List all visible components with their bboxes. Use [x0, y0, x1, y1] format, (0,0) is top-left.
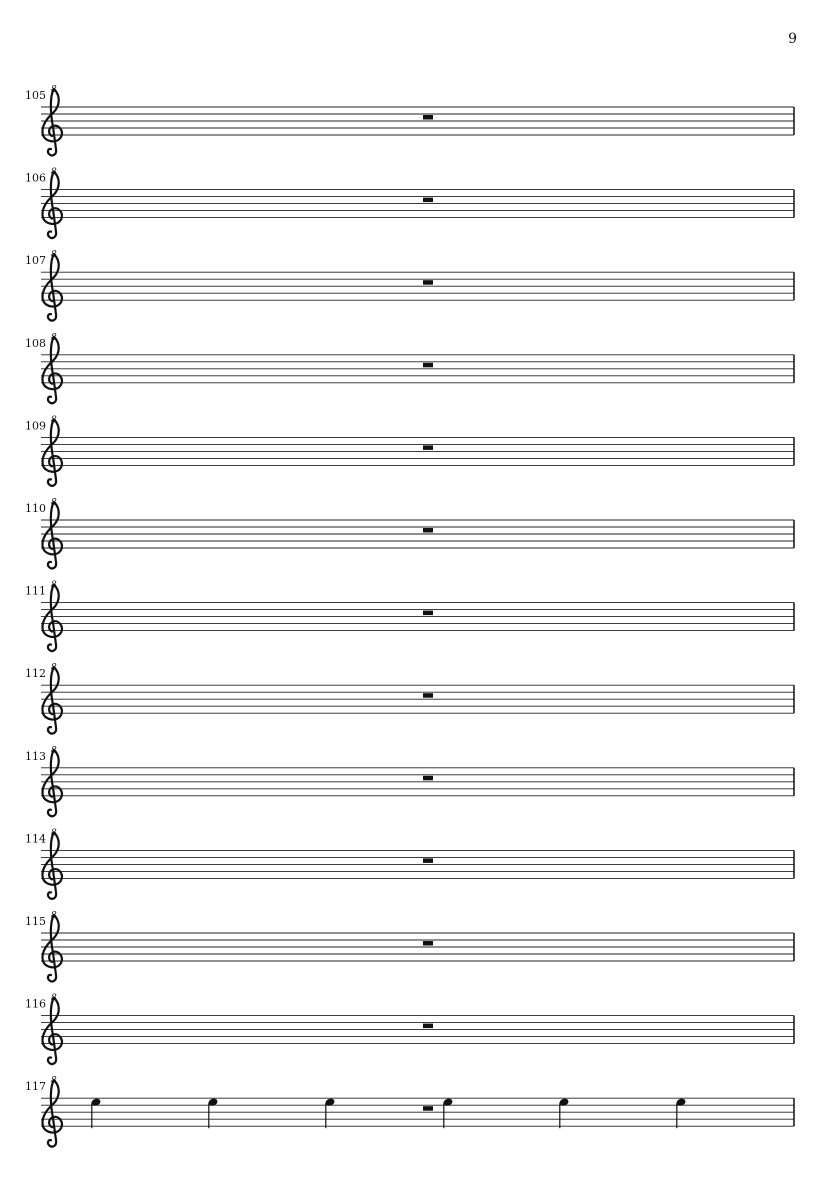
staff-system — [25, 250, 794, 320]
measure-number: 113 — [25, 749, 46, 763]
whole-rest — [423, 1024, 433, 1029]
staff-system — [25, 415, 794, 485]
measure-number: 106 — [25, 171, 46, 185]
measure-number: 110 — [25, 502, 46, 515]
ottava-mark: 8 — [51, 1076, 57, 1087]
measure-number: 111 — [25, 584, 46, 598]
ottava-mark: 8 — [51, 911, 57, 921]
whole-rest — [423, 858, 433, 863]
whole-rest — [423, 198, 433, 203]
ottava-mark: 8 — [51, 663, 57, 674]
ottava-mark: 8 — [51, 498, 57, 508]
staff-system — [25, 333, 794, 403]
ottava-mark: 8 — [51, 85, 57, 95]
whole-rest — [423, 611, 433, 616]
measure-number: 117 — [25, 1080, 46, 1094]
staff-system — [25, 746, 794, 816]
staff-system — [25, 168, 794, 238]
staff-system — [25, 828, 794, 898]
staff-system — [25, 663, 794, 733]
ottava-mark: 8 — [51, 580, 57, 591]
measure-number: 112 — [25, 667, 46, 681]
staff-system — [25, 85, 794, 155]
staff-system — [25, 498, 794, 568]
whole-rest — [423, 115, 433, 120]
ottava-mark: 8 — [51, 415, 57, 426]
measure-number: 116 — [25, 997, 46, 1011]
whole-rest — [423, 280, 433, 285]
ottava-mark: 8 — [51, 828, 57, 839]
whole-rest — [423, 776, 433, 781]
staff-system — [25, 1076, 794, 1146]
page-number: 9 — [788, 31, 797, 47]
measure-number: 114 — [25, 832, 46, 846]
measure-number: 105 — [25, 89, 46, 102]
ottava-mark: 8 — [51, 167, 57, 178]
whole-rest — [423, 363, 433, 368]
whole-rest — [423, 693, 433, 698]
measure-number: 109 — [25, 419, 46, 433]
measure-number: 115 — [25, 915, 46, 928]
staff-system — [25, 581, 794, 651]
whole-rest — [423, 445, 433, 450]
ottava-mark: 8 — [51, 993, 57, 1004]
staff-system — [25, 994, 794, 1064]
whole-rest — [423, 941, 433, 946]
measure-number: 107 — [25, 254, 46, 268]
whole-rest — [423, 1106, 433, 1111]
whole-rest — [423, 528, 433, 533]
ottava-mark: 8 — [51, 250, 57, 261]
ottava-mark: 8 — [51, 745, 57, 756]
measure-number: 108 — [25, 336, 46, 350]
ottava-mark: 8 — [51, 332, 57, 343]
staff-system — [25, 911, 794, 981]
